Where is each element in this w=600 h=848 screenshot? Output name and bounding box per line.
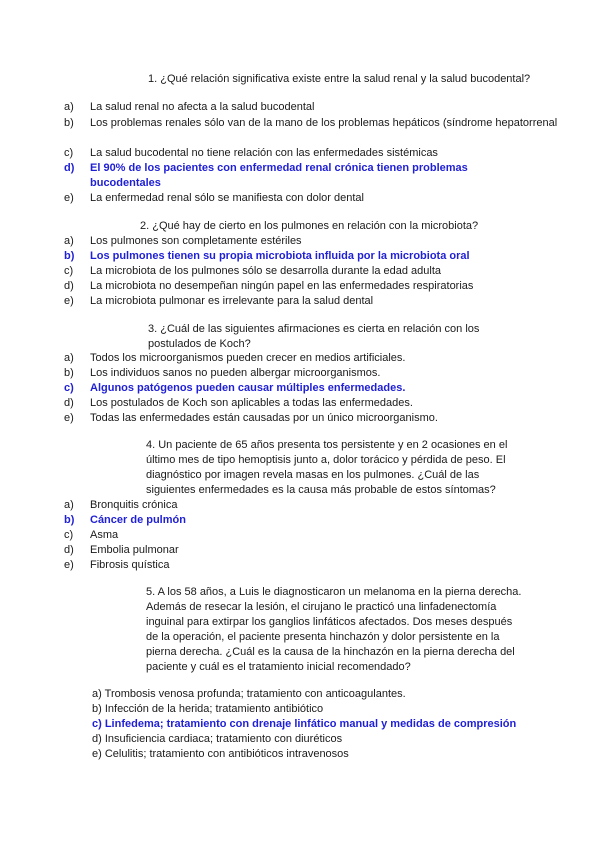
q3-option-b xyxy=(64,366,560,381)
option-text: Todas las enfermedades están causadas por un único microorganismo. xyxy=(90,412,438,424)
q1-option-e xyxy=(64,191,560,206)
q1-option-b xyxy=(64,116,560,131)
option-text: El 90% de los pacientes con enfermedad renal crónica tienen problemas bucodentales xyxy=(90,162,468,189)
q2-option-b-correct xyxy=(64,249,560,264)
question-5: 5. A los 58 años, a Luis le diagnosticaron un melanoma en la pierna derecha. Además de resecar la lesión, el cirujano le practicó una linfadenectomía inguinal para extirpar los ganglios linfáticos afectados. Dos meses después de la operación, el paciente presenta hinchazón y dolor persistente en la pierna derecha. ¿Cuál es la causa de la hinchazón en la pierna derecha del paciente y cuál es el tratamiento inicial recomendado? xyxy=(146,586,522,673)
option-letter: e) xyxy=(64,295,74,307)
question-4: 4. Un paciente de 65 años presenta tos persistente y en 2 ocasiones en el último mes de tipo hemoptisis junto a, dolor torácico y pérdida de peso. El diagnóstico por imagen revela masas en los pulmones. ¿Cuál de las siguientes enfermedades es la causa más probable de estos síntomas? xyxy=(146,439,508,496)
option-letter: e) xyxy=(64,559,74,571)
option-text: Todos los microorganismos pueden crecer en medios artificiales. xyxy=(90,352,406,364)
option-text: La salud bucodental no tiene relación con las enfermedades sistémicas xyxy=(90,147,438,159)
option-letter: a) xyxy=(64,101,74,113)
q4-option-c xyxy=(64,528,560,543)
q2-option-d xyxy=(64,279,560,294)
option-letter: c) xyxy=(64,382,74,394)
q5-option-c-correct: c) Linfedema; tratamiento con drenaje linfático manual y medidas de compresión xyxy=(92,718,517,730)
q4-option-b-correct xyxy=(64,513,560,528)
option-text: Bronquitis crónica xyxy=(90,499,178,511)
option-letter: a) xyxy=(64,235,74,247)
option-letter: d) xyxy=(64,544,74,556)
q5-option-b: b) Infección de la herida; tratamiento antibiótico xyxy=(92,703,324,715)
q1-option-d-correct xyxy=(64,161,530,191)
q3-option-d xyxy=(64,396,560,411)
option-text: Los pulmones son completamente estériles xyxy=(90,235,302,247)
q2-option-c xyxy=(64,264,560,279)
option-text: Los pulmones tienen su propia microbiota influida por la microbiota oral xyxy=(90,250,470,262)
option-letter: b) xyxy=(64,514,75,526)
option-text: La salud renal no afecta a la salud bucodental xyxy=(90,101,315,113)
q4-option-a xyxy=(64,498,560,513)
option-text: La microbiota pulmonar es irrelevante para la salud dental xyxy=(90,295,374,307)
q5-option-d: d) Insuficiencia cardiaca; tratamiento con diuréticos xyxy=(92,733,343,745)
option-letter: b) xyxy=(64,117,74,129)
option-letter: d) xyxy=(64,280,74,292)
q4-option-e xyxy=(64,558,560,573)
q2-option-e xyxy=(64,294,560,309)
option-text: Embolia pulmonar xyxy=(90,544,179,556)
question-1: 1. ¿Qué relación significativa existe entre la salud renal y la salud bucodental? xyxy=(148,73,531,85)
option-text: Asma xyxy=(90,529,119,541)
option-text: La enfermedad renal sólo se manifiesta con dolor dental xyxy=(90,192,364,204)
option-letter: d) xyxy=(64,162,75,174)
q3-option-a xyxy=(64,351,560,366)
q5-option-a: a) Trombosis venosa profunda; tratamiento con anticoagulantes. xyxy=(92,688,406,700)
question-3: 3. ¿Cuál de las siguientes afirmaciones es cierta en relación con los postulados de Koch? xyxy=(148,323,480,350)
option-letter: c) xyxy=(64,529,74,541)
option-text: Los individuos sanos no pueden albergar microorganismos. xyxy=(90,367,381,379)
q1-option-a xyxy=(64,100,560,115)
option-letter: e) xyxy=(64,412,74,424)
q2-option-a xyxy=(64,234,560,249)
q5-option-e: e) Celulitis; tratamiento con antibióticos intravenosos xyxy=(92,748,349,760)
option-letter: a) xyxy=(64,352,74,364)
option-text: Fibrosis quística xyxy=(90,559,170,571)
q3-option-e xyxy=(64,411,560,426)
q3-option-c-correct xyxy=(64,381,560,396)
q1-option-c xyxy=(64,146,560,161)
option-text: Algunos patógenos pueden causar múltiples enfermedades. xyxy=(90,382,406,394)
option-letter: b) xyxy=(64,250,75,262)
option-text: Los postulados de Koch son aplicables a todas las enfermedades. xyxy=(90,397,413,409)
q4-option-d xyxy=(64,543,560,558)
option-text: La microbiota no desempeñan ningún papel en las enfermedades respiratorias xyxy=(90,280,474,292)
question-2: 2. ¿Qué hay de cierto en los pulmones en relación con la microbiota? xyxy=(140,220,479,232)
option-letter: e) xyxy=(64,192,74,204)
option-letter: c) xyxy=(64,147,74,159)
option-text: Los problemas renales sólo van de la mano de los problemas hepáticos (síndrome hepatorrenal xyxy=(90,117,558,129)
option-text: Cáncer de pulmón xyxy=(90,514,186,526)
option-text: La microbiota de los pulmones sólo se desarrolla durante la edad adulta xyxy=(90,265,441,277)
option-letter: c) xyxy=(64,265,74,277)
option-letter: b) xyxy=(64,367,74,379)
option-letter: a) xyxy=(64,499,74,511)
option-letter: d) xyxy=(64,397,74,409)
